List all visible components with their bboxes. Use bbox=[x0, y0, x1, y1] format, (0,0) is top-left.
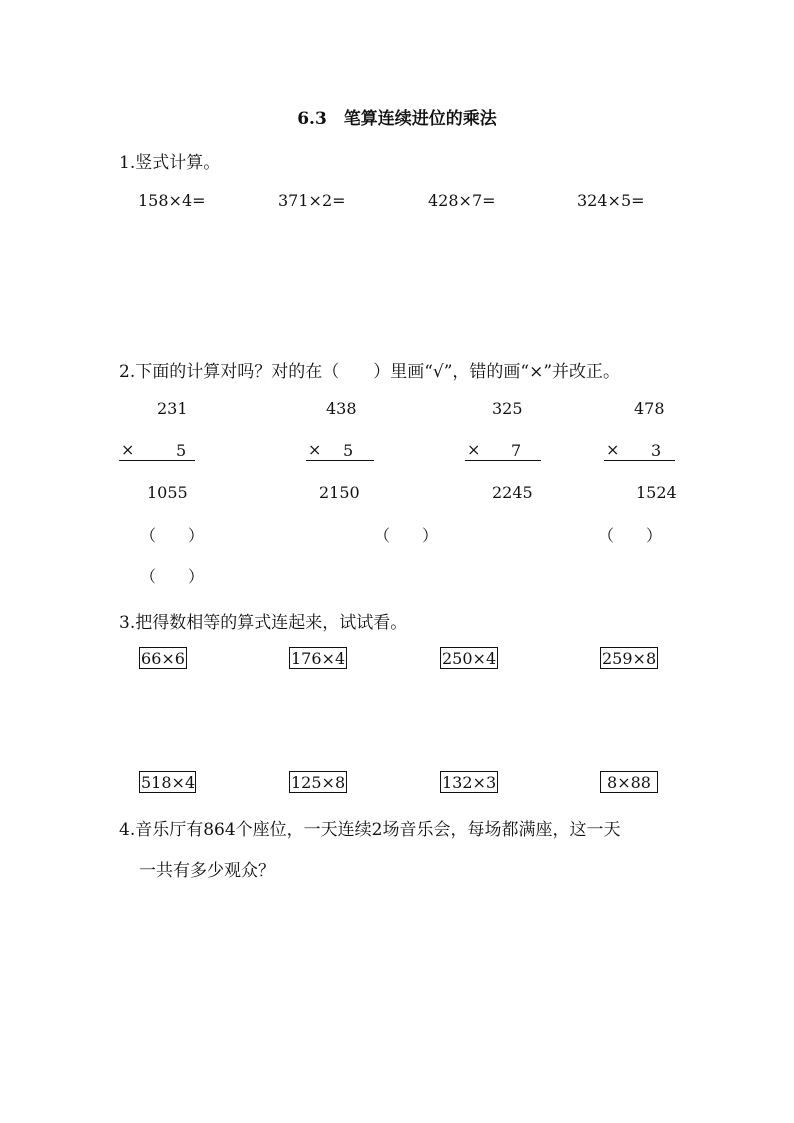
q2-result: 2245 bbox=[492, 483, 533, 502]
expression-box[interactable]: 259×8 bbox=[602, 649, 657, 668]
q1-expression: 428×7= bbox=[428, 191, 496, 210]
expression-box[interactable]: 518×4 bbox=[141, 773, 196, 792]
q2-underline bbox=[306, 460, 374, 461]
q2-factor: 7 bbox=[511, 441, 522, 460]
q2-factor: 3 bbox=[651, 441, 662, 460]
answer-parentheses[interactable]: （ ） bbox=[140, 526, 205, 545]
q2-result: 1524 bbox=[636, 483, 677, 502]
page-title: 6.3 笔算连续进位的乘法 bbox=[297, 109, 497, 129]
answer-parentheses[interactable]: （ ） bbox=[598, 526, 663, 545]
q1-expression: 371×2= bbox=[278, 191, 346, 210]
q2-top-number: 231 bbox=[157, 399, 188, 418]
q2-top-number: 325 bbox=[492, 399, 523, 418]
expression-box[interactable]: 8×88 bbox=[600, 771, 658, 793]
question-4-text: 4.音乐厅有864个座位，一天连续2场音乐会，每场都满座，这一天 bbox=[119, 820, 621, 840]
q2-top-number: 438 bbox=[326, 399, 357, 418]
expression-box[interactable]: 250×4 bbox=[442, 649, 497, 668]
question-4-text-continued: 一共有多少观众？ bbox=[139, 861, 275, 881]
q2-underline bbox=[604, 460, 675, 461]
expression-box[interactable]: 176×4 bbox=[291, 649, 346, 668]
answer-parentheses[interactable]: （ ） bbox=[374, 526, 439, 545]
q1-expression: 324×5= bbox=[577, 191, 645, 210]
expression-box[interactable]: 125×8 bbox=[291, 773, 346, 792]
q2-multiply-sign: × bbox=[606, 440, 620, 459]
q2-multiply-sign: × bbox=[121, 440, 135, 459]
q2-factor: 5 bbox=[343, 441, 354, 460]
q2-result: 2150 bbox=[319, 483, 360, 502]
q2-multiply-sign: × bbox=[308, 440, 322, 459]
question-3-heading: 3.把得数相等的算式连起来，试试看。 bbox=[119, 613, 408, 633]
q2-factor: 5 bbox=[176, 441, 187, 460]
answer-parentheses[interactable]: （ ） bbox=[140, 567, 205, 586]
question-2-heading: 2.下面的计算对吗？对的在（ ）里画“√”，错的画“×”并改正。 bbox=[119, 362, 621, 382]
expression-box[interactable]: 132×3 bbox=[442, 773, 497, 792]
q2-underline bbox=[465, 460, 541, 461]
q2-multiply-sign: × bbox=[467, 440, 481, 459]
q1-expression: 158×4= bbox=[138, 191, 206, 210]
q2-top-number: 478 bbox=[634, 399, 665, 418]
question-1-heading: 1.竖式计算。 bbox=[119, 153, 221, 173]
q2-result: 1055 bbox=[147, 483, 188, 502]
q2-underline bbox=[119, 460, 195, 461]
expression-box[interactable]: 66×6 bbox=[139, 647, 187, 669]
